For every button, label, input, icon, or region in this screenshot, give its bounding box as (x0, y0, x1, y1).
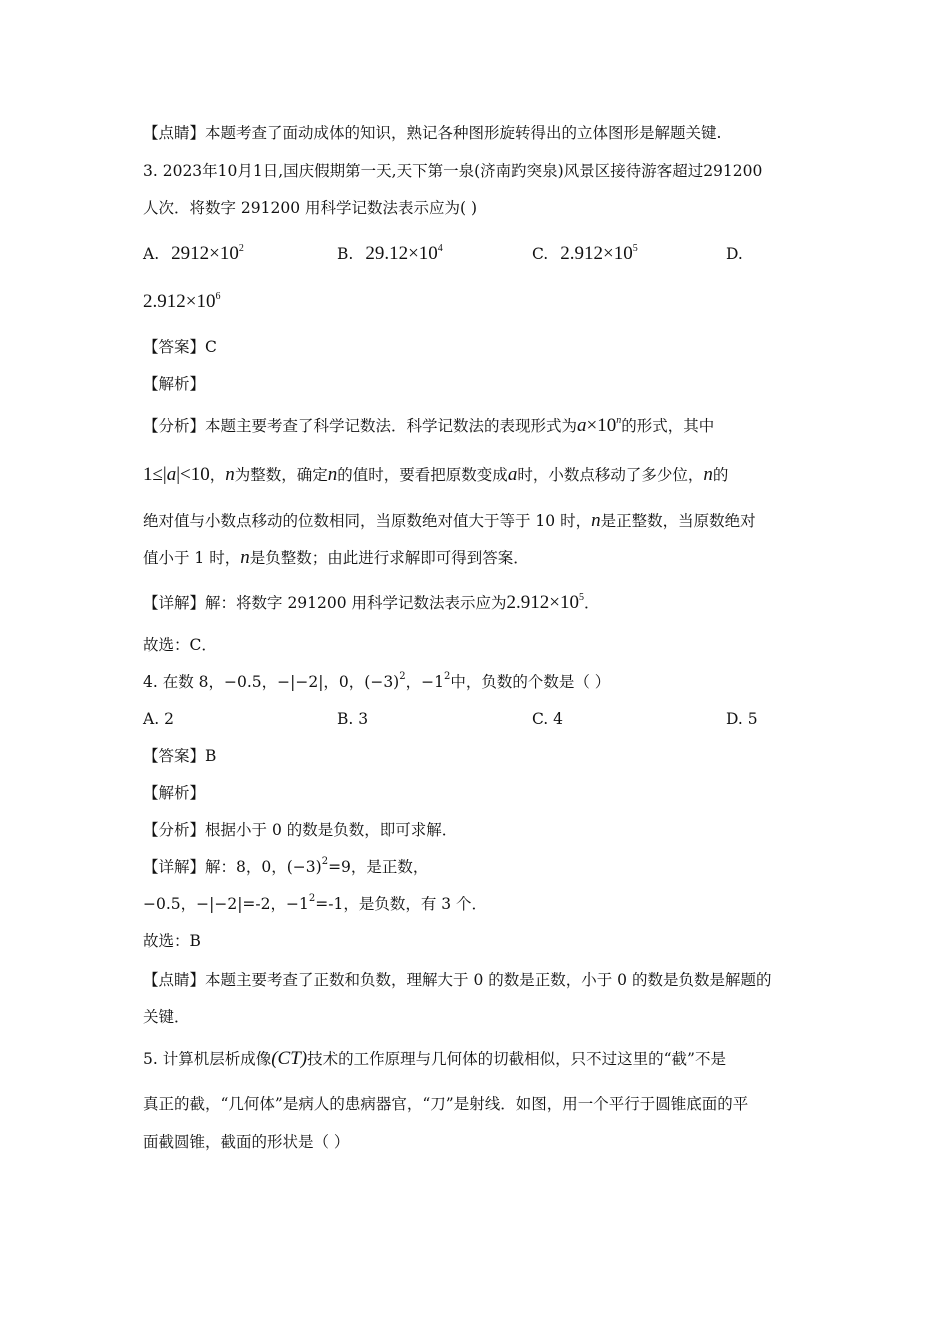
detail-sup: 2 (321, 856, 329, 867)
note-text: 本题主要考查了正数和负数，理解大于 0 的数是正数，小于 0 的数是负数是解题的 (205, 971, 772, 989)
q4-detail-2 (143, 893, 487, 915)
option-letter: C. (532, 710, 549, 728)
fenxi-text: 的 (712, 466, 729, 484)
q4-fenxi (143, 819, 457, 841)
math-text: |<10 (176, 464, 210, 485)
stem-text: ，−1 (405, 673, 444, 691)
detail-sup: 2 (308, 893, 316, 904)
math-var: n (225, 464, 235, 485)
option-value: 3 (358, 710, 369, 728)
option-base: 29.12×10 (365, 243, 438, 264)
fenxi-text: 值小于 1 时， (143, 549, 241, 567)
q4-option-b (337, 708, 368, 730)
detail-text: −0.5，−|−2|=-2，−1 (143, 895, 309, 913)
answer-value: B (205, 747, 217, 765)
q3-stem-line-2: 人次．将数字 291200 用科学记数法表示应为( ) (143, 199, 478, 217)
option-base: 2.912×10 (143, 291, 216, 312)
fenxi-text: 为整数，确定 (234, 466, 328, 484)
detail-text: =-1，是负数，有 3 个． (315, 895, 488, 913)
answer-value: C (205, 338, 217, 356)
q3-fenxi-line-2 (143, 464, 728, 486)
math-text: ×10 (586, 415, 617, 436)
q4-option-c (532, 708, 563, 730)
answer-tag: 【答案】 (143, 338, 206, 356)
option-base: 2.912×10 (560, 243, 633, 264)
detail-text: 解：8，0，(−3) (205, 858, 322, 876)
q4-detail-1 (143, 856, 428, 878)
q3-fenxi-line-3 (143, 510, 756, 532)
option-value: 4 (553, 710, 564, 728)
stem-text: 中，负数的个数是（ ） (450, 673, 611, 691)
math-var: n (591, 510, 601, 531)
option-letter: A. (143, 710, 160, 728)
q4-choose: 故选：B (143, 932, 201, 950)
fenxi-text: 的形式，其中 (621, 417, 715, 435)
fenxi-text: 是负整数；由此进行求解即可得到答案． (249, 549, 529, 567)
q4-option-d (726, 708, 758, 730)
math-text: (CT) (271, 1048, 308, 1069)
detail-text: =9，是正数， (328, 858, 429, 876)
option-value: 2 (164, 710, 174, 728)
q3-option-a (143, 243, 244, 265)
fenxi-text: 的值时，要看把原数变成 (337, 466, 508, 484)
stem-text: 技术的工作原理与几何体的切截相似，只不过这里的“截”不是 (307, 1050, 726, 1068)
q3-option-c (532, 243, 638, 265)
fenxi-text: ， (209, 466, 226, 484)
option-letter: D. (726, 710, 743, 728)
note-text: 本题考查了面动成体的知识，熟记各种图形旋转得出的立体图形是解题关键. (205, 124, 722, 142)
note-tag: 【点睛】 (143, 124, 206, 142)
option-exp: 4 (437, 243, 443, 254)
stem-text: 5. 计算机层析成像 (143, 1050, 272, 1068)
detail-tag: 【详解】 (143, 594, 206, 612)
option-base: 2912×10 (171, 243, 239, 264)
math-var: n (327, 464, 338, 485)
q2-note-line (143, 122, 721, 144)
math-text: 2.912×10 (506, 592, 580, 613)
q3-option-b (337, 243, 443, 265)
q3-detail (143, 592, 600, 614)
detail-text: 解：将数字 291200 用科学记数法表示应为 (205, 594, 507, 612)
q3-fenxi-line-1 (143, 415, 714, 437)
math-var: a (577, 415, 587, 436)
q5-stem-3: 面截圆锥，截面的形状是（ ） (143, 1133, 350, 1151)
math-var: n (703, 464, 713, 485)
math-text: 1≤| (143, 464, 167, 485)
option-exp: 6 (215, 291, 221, 302)
option-letter: B. (337, 245, 354, 263)
q3-option-d-letter: D. (726, 245, 743, 263)
q5-stem-2: 真正的截，“几何体”是病人的患病器官，“刀”是射线．如图，用一个平行于圆锥底面的平 (143, 1095, 749, 1113)
option-letter: C. (532, 245, 549, 263)
math-exp: n (616, 415, 622, 426)
q4-note-1 (143, 969, 771, 991)
q3-analysis-tag: 【解析】 (143, 375, 206, 393)
answer-tag: 【答案】 (143, 747, 206, 765)
option-letter: A. (143, 245, 160, 263)
math-exp: 5 (579, 592, 585, 603)
q4-option-a (143, 708, 174, 730)
q4-answer (143, 745, 216, 767)
detail-tag: 【详解】 (143, 858, 206, 876)
fenxi-tag: 【分析】 (143, 417, 206, 435)
q3-stem-line-1: 3. 2023年10月1日,国庆假期第一天,天下第一泉(济南趵突泉)风景区接待游客超过291200 (143, 162, 763, 180)
stem-sup: 2 (443, 671, 451, 682)
detail-text: ． (584, 594, 600, 612)
q4-stem (143, 671, 610, 693)
stem-text: 4. 在数 8，−0.5，−|−2|，0，(−3) (143, 673, 400, 691)
q5-stem-1 (143, 1048, 726, 1070)
note-tag: 【点睛】 (143, 971, 206, 989)
q3-answer (143, 336, 217, 358)
option-value: 5 (747, 710, 758, 728)
q4-note-2: 关键． (143, 1008, 190, 1026)
math-var: a (507, 464, 518, 485)
fenxi-text: 时，小数点移动了多少位， (517, 466, 704, 484)
q3-fenxi-line-4 (143, 547, 529, 569)
option-exp: 5 (632, 243, 638, 254)
stem-sup: 2 (399, 671, 406, 682)
math-var: a (166, 464, 177, 485)
math-var: n (240, 547, 250, 568)
fenxi-tag: 【分析】 (143, 821, 206, 839)
fenxi-text: 是正整数，当原数绝对 (600, 512, 756, 530)
fenxi-text: 本题主要考查了科学记数法．科学记数法的表现形式为 (205, 417, 578, 435)
q3-choose: 故选：C． (143, 636, 217, 654)
option-exp: 2 (238, 243, 244, 254)
option-letter: B. (337, 710, 354, 728)
q4-analysis-tag: 【解析】 (143, 784, 206, 802)
fenxi-text: 根据小于 0 的数是负数，即可求解． (205, 821, 458, 839)
fenxi-text: 绝对值与小数点移动的位数相同，当原数绝对值大于等于 10 时， (143, 512, 592, 530)
q3-option-d-value (143, 291, 220, 313)
